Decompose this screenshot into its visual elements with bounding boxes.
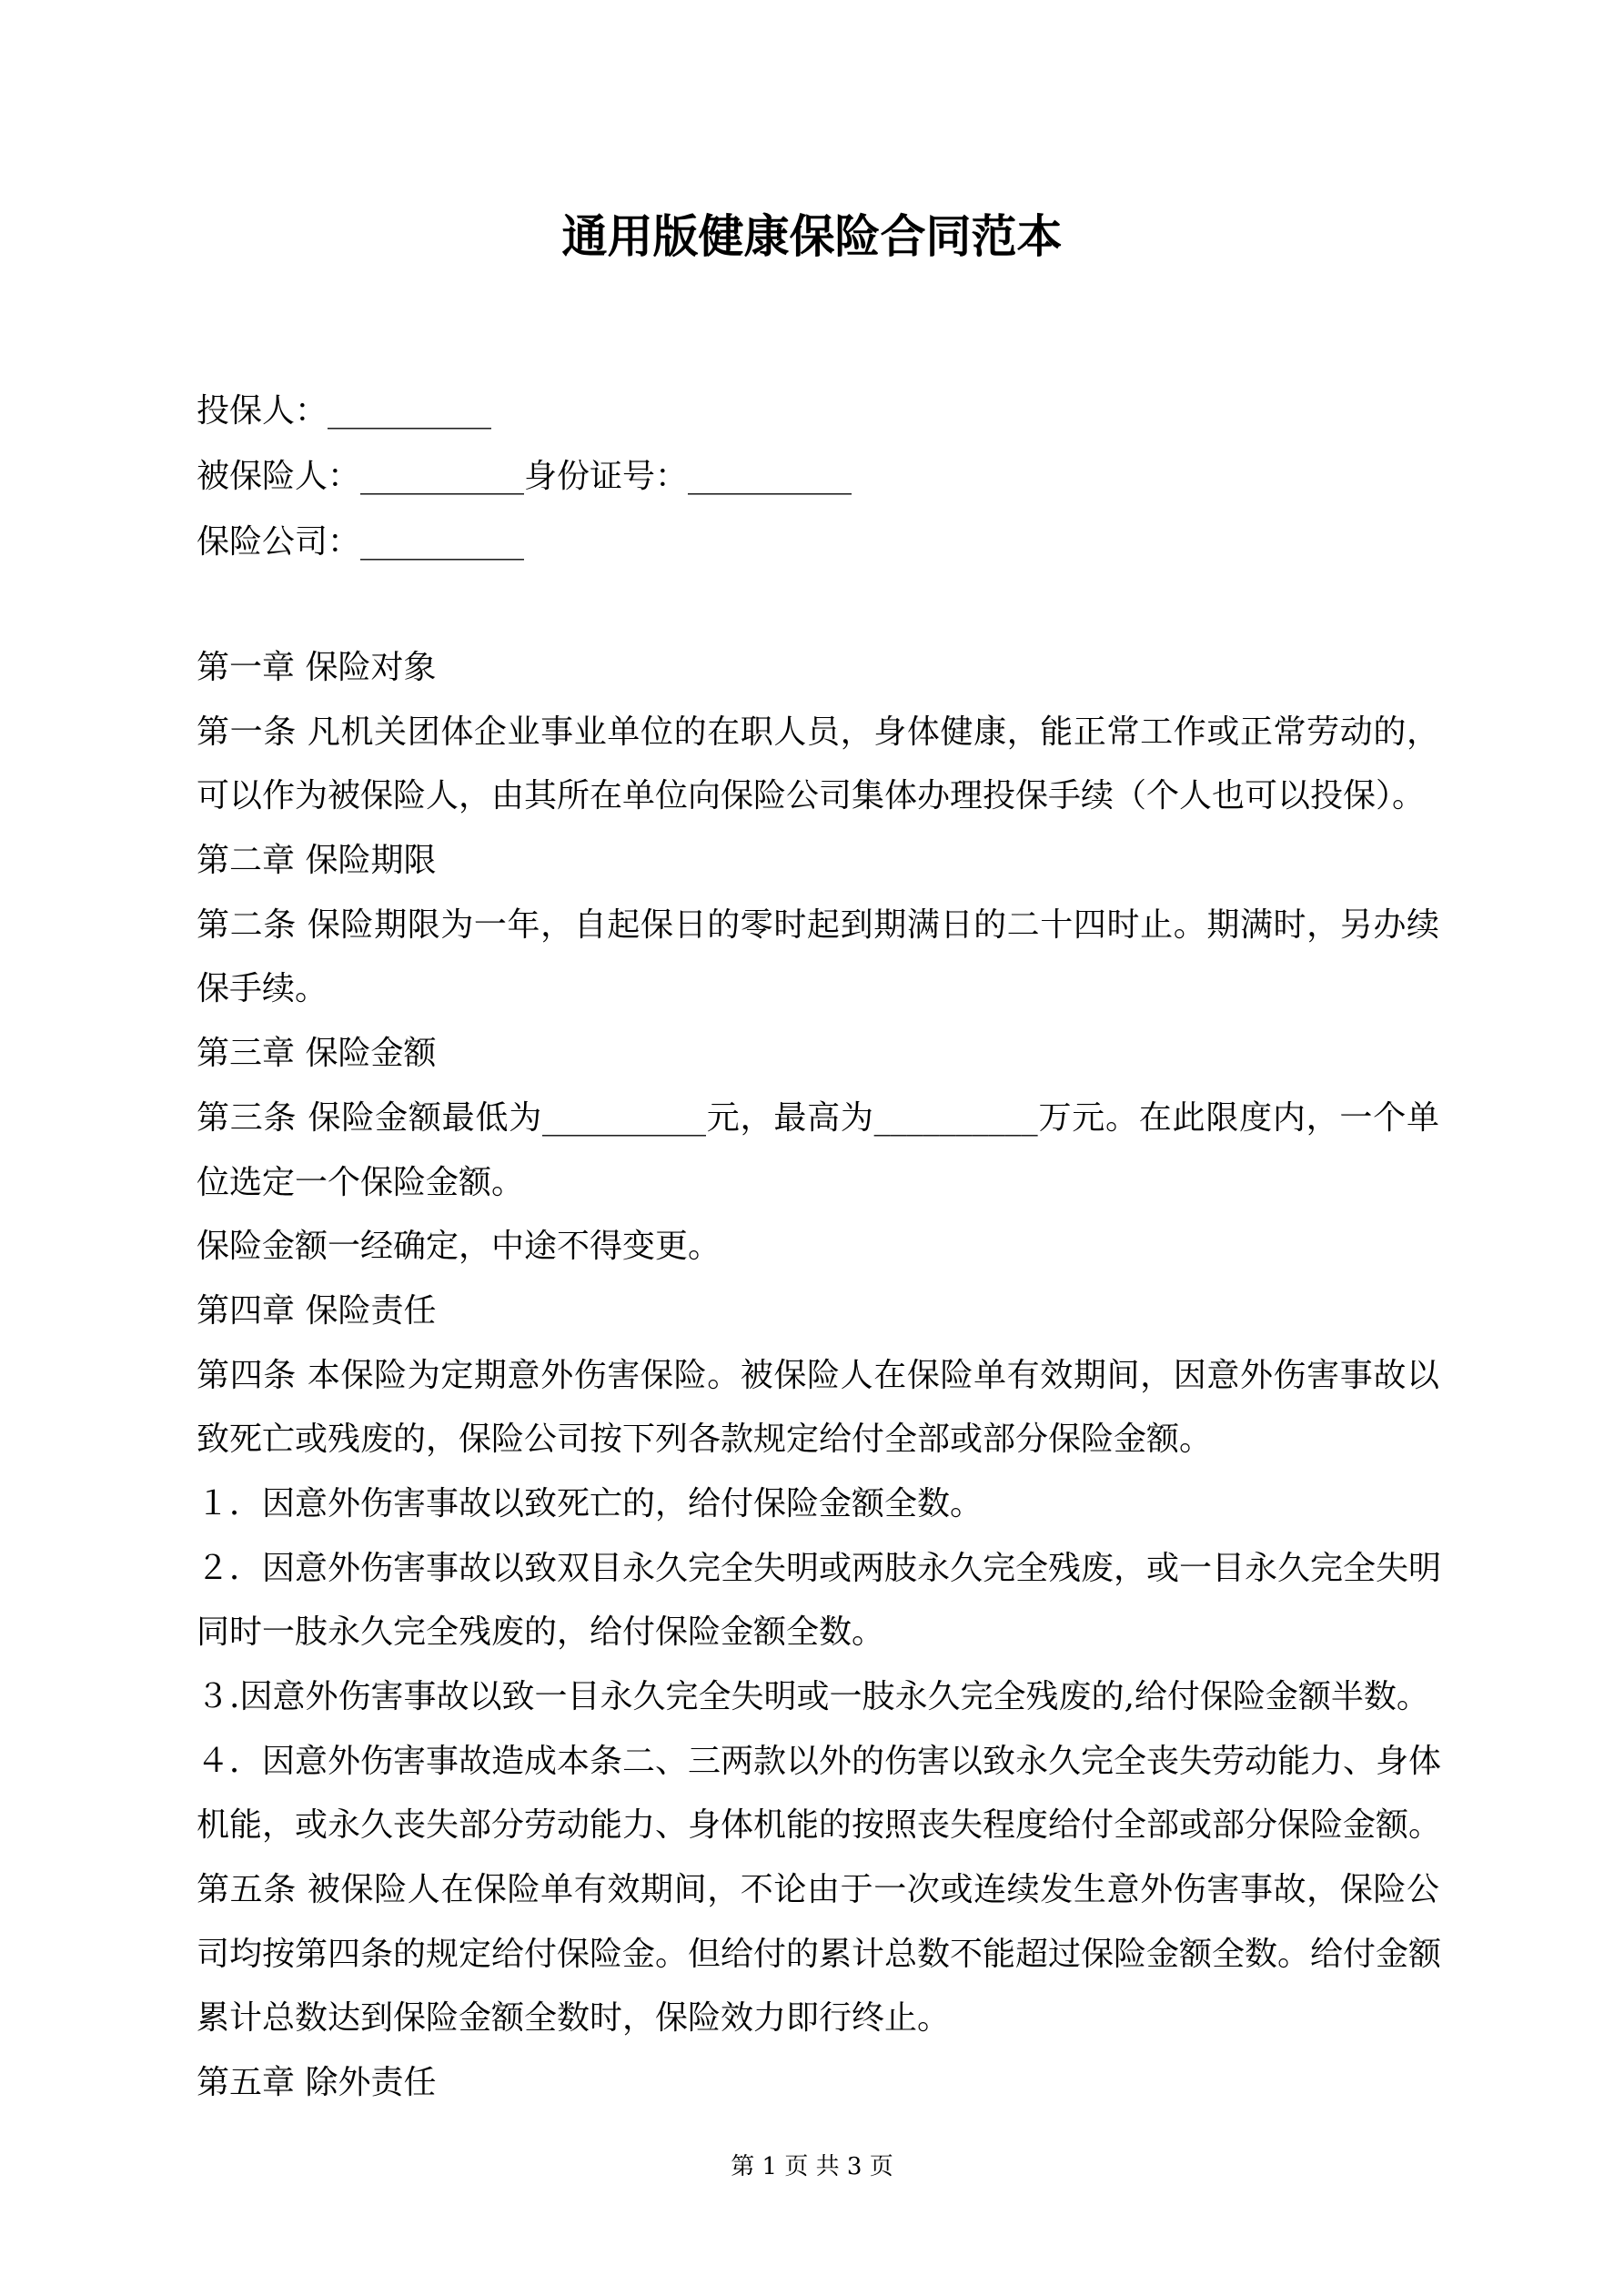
- text-line: 第四条 本保险为定期意外伤害保险。被保险人在保险单有效期间，因意外伤害事故以: [197, 1356, 1439, 1394]
- paragraph: [197, 636, 1439, 701]
- text-line: 第四章 保险责任: [197, 1291, 437, 1330]
- text-line: ３.因意外伤害事故以致一目永久完全失明或一肢永久完全残废的,给付保险金额半数。: [197, 1678, 1429, 1715]
- paragraph: [197, 1472, 1439, 1537]
- contract-body: [197, 636, 1442, 2116]
- text-line: 第二章 保险期限: [197, 842, 437, 880]
- text-line: 第三条 保险金额最低为__________元，最高为__________万元。在此限度内，一个单: [197, 1098, 1439, 1137]
- text-line: 第二条 保险期限为一年，自起保日的零时起到期满日的二十四时止。期满时，另办续: [197, 905, 1439, 944]
- text-line: ４．因意外伤害事故造成本条二、三两款以外的伤害以致永久完全丧失劳动能力、身体: [197, 1742, 1442, 1780]
- paragraph: [197, 1344, 1439, 1472]
- paragraph: [197, 829, 1439, 894]
- text-line: 累计总数达到保险金额全数时，保险效力即行终止。: [197, 1999, 951, 2038]
- text-line: ２．因意外伤害事故以致双目永久完全失明或两肢永久完全残废，或一目永久完全失明: [197, 1549, 1442, 1587]
- text-line: 第五章 除外责任: [197, 2064, 437, 2102]
- text-line: 第一章 保险对象: [197, 649, 437, 686]
- text-line: １．因意外伤害事故以致死亡的，给付保险金额全数。: [197, 1484, 983, 1522]
- insured-id-field: 被保险人：__________身份证号：__________: [197, 458, 852, 495]
- text-line: 司均按第四条的规定给付保险金。但给付的累计总数不能超过保险金额全数。给付金额: [197, 1935, 1442, 1973]
- text-line: 保手续。: [197, 970, 328, 1008]
- document-title: 通用版健康保险合同范本: [561, 209, 1063, 263]
- text-line: 致死亡或残废的，保险公司按下列各款规定给付全部或部分保险金额。: [197, 1421, 1213, 1459]
- paragraph: [197, 701, 1439, 829]
- text-line: 机能，或永久丧失部分劳动能力、身体机能的按照丧失程度给付全部或部分保险金额。: [197, 1806, 1442, 1845]
- paragraph: [197, 1087, 1439, 1215]
- party-fields: [197, 379, 852, 575]
- paragraph: [197, 1022, 1439, 1087]
- text-line: 第一条 凡机关团体企业事业单位的在职人员，身体健康，能正常工作或正常劳动的，: [197, 713, 1439, 751]
- policyholder-field: 投保人：__________: [197, 392, 492, 430]
- insurer-field: 保险公司：__________: [197, 523, 525, 561]
- paragraph: [197, 1215, 1439, 1279]
- paragraph: [197, 1279, 1439, 1344]
- text-line: 位选定一个保险金额。: [197, 1163, 525, 1201]
- paragraph: [197, 894, 1439, 1022]
- text-line: 保险金额一经确定，中途不得变更。: [197, 1228, 721, 1266]
- text-line: 可以作为被保险人，由其所在单位向保险公司集体办理投保手续（个人也可以投保）。: [197, 777, 1426, 815]
- paragraph: [197, 1537, 1442, 1665]
- text-line: 第三章 保险金额: [197, 1035, 437, 1073]
- paragraph: [197, 1665, 1439, 1730]
- paragraph: [197, 2051, 1439, 2116]
- text-line: 同时一肢永久完全残废的，给付保险金额全数。: [197, 1613, 885, 1652]
- paragraph: [197, 1730, 1442, 1858]
- page-footer: 第 1 页 共 3 页: [731, 2153, 893, 2180]
- text-line: 第五条 被保险人在保险单有效期间，不论由于一次或连续发生意外伤害事故，保险公: [197, 1871, 1439, 1909]
- paragraph: [197, 1858, 1442, 2051]
